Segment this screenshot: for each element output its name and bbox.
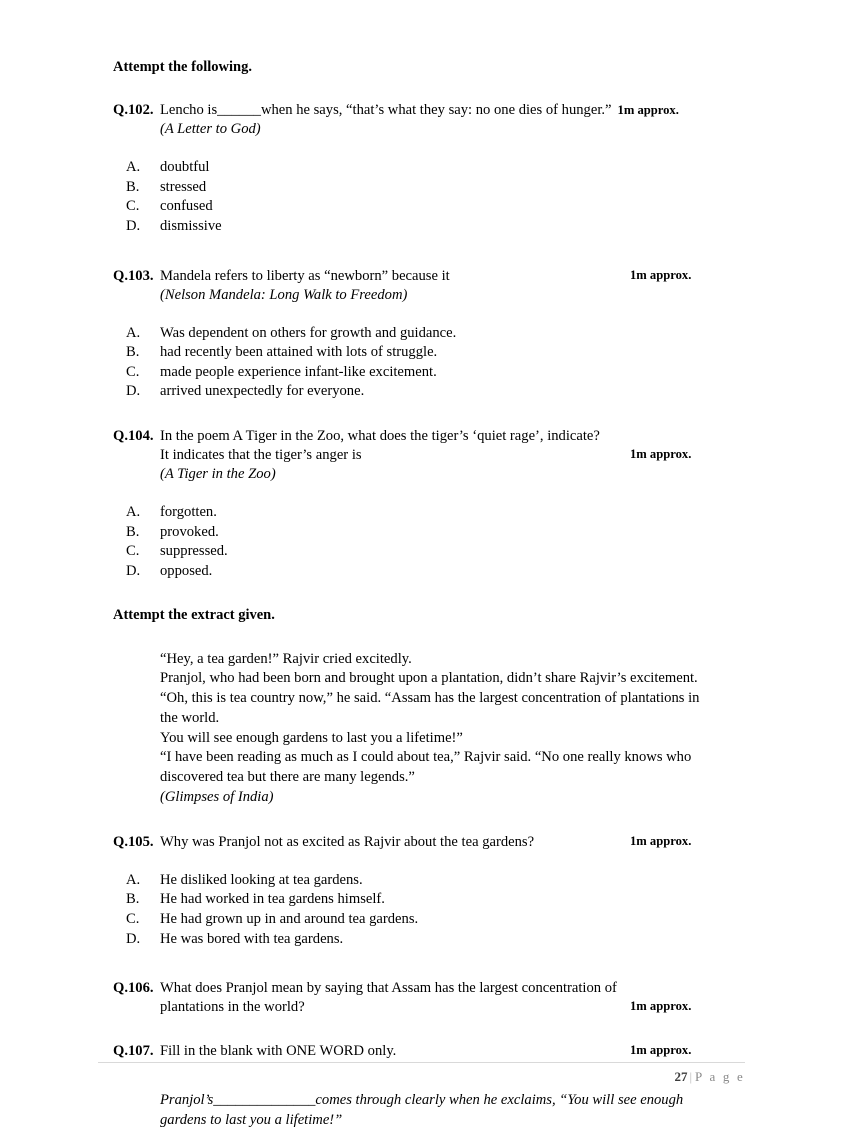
question-q103-source: (Nelson Mandela: Long Walk to Freedom) (160, 286, 408, 303)
question-q106-line (113, 979, 753, 998)
option-letter: A. (126, 324, 141, 341)
option-letter: C. (126, 910, 140, 927)
option-text: had recently been attained with lots of struggle. (160, 344, 438, 361)
question-q104-text: In the poem A Tiger in the Zoo, what does the tiger’s ‘quiet rage’, indicate? (160, 428, 600, 444)
option-q102-b[interactable] (113, 178, 753, 198)
extract-line: “Hey, a tea garden!” Rajvir cried excitedly. (160, 650, 412, 667)
option-q102-d[interactable] (113, 217, 753, 237)
options-q104 (113, 503, 753, 582)
option-letter: B. (126, 891, 140, 908)
question-q106-text: What does Pranjol mean by saying that Assam has the largest concentration of (160, 980, 617, 997)
heading-attempt-the-following: Attempt the following. (113, 59, 252, 75)
option-letter: B. (126, 344, 140, 361)
option-letter: C. (126, 543, 140, 560)
question-q106-marks: 1m approx. (630, 999, 692, 1014)
option-text: suppressed. (160, 543, 228, 560)
question-q107-label: Q.107. (113, 1043, 154, 1060)
option-q102-c[interactable] (113, 197, 753, 217)
extract-line: “I have been reading as much as I could about tea,” Rajvir said. “No one really knows who discovered tea but there are many legends.” (160, 749, 692, 786)
option-text: made people experience infant-like excitement. (160, 363, 437, 380)
question-q103-marks: 1m approx. (630, 267, 692, 282)
question-q102 (113, 101, 753, 139)
fill-blank-text-before: Pranjol’s (160, 1092, 214, 1109)
question-q107-text: Fill in the blank with ONE WORD only. (160, 1043, 397, 1060)
heading-attempt-the-extract: Attempt the extract given. (113, 607, 275, 624)
question-q106-text-line2: plantations in the world? (160, 999, 305, 1016)
option-text: stressed (160, 178, 207, 195)
options-q105 (113, 871, 753, 950)
option-text: arrived unexpectedly for everyone. (160, 383, 365, 400)
question-q107-line (113, 1042, 753, 1061)
extract-line: “Oh, this is tea country now,” he said. “Assam has the largest concentration of plantations in the world. (160, 690, 700, 726)
question-q104-source: (A Tiger in the Zoo) (160, 465, 276, 482)
option-text: doubtful (160, 159, 210, 176)
option-text: Was dependent on others for growth and guidance. (160, 324, 457, 341)
option-text: provoked. (160, 523, 219, 540)
question-q106-line2-row (113, 998, 753, 1017)
extract-source: (Glimpses of India) (160, 788, 274, 805)
option-q104-a[interactable] (113, 503, 753, 523)
option-letter: D. (126, 217, 141, 234)
option-letter: A. (126, 503, 141, 520)
option-q104-c[interactable] (113, 542, 753, 562)
option-text: confused (160, 198, 213, 215)
option-q102-a[interactable] (113, 158, 753, 178)
question-q102-source: (A Letter to God) (160, 121, 261, 138)
fill-blank-prompt-text (160, 1091, 715, 1131)
option-q103-d[interactable] (113, 382, 753, 402)
option-q105-b[interactable] (113, 890, 753, 910)
question-q106-label: Q.106. (113, 980, 154, 997)
question-q104 (113, 427, 753, 484)
question-q105 (113, 833, 753, 852)
option-letter: D. (126, 930, 141, 947)
option-text: dismissive (160, 217, 222, 234)
footer-page-word: P a g e (695, 1069, 745, 1084)
question-q102-line (113, 101, 753, 120)
option-letter: D. (126, 562, 141, 579)
fill-blank-prompt (160, 1091, 715, 1131)
option-q103-a[interactable] (113, 324, 753, 344)
option-letter: B. (126, 178, 140, 195)
fill-blank-underline: ______________ (213, 1092, 316, 1109)
option-text: forgotten. (160, 503, 217, 520)
page-content (113, 58, 753, 1131)
question-q104-label: Q.104. (113, 428, 154, 444)
option-text: He was bored with tea gardens. (160, 930, 344, 947)
question-q102-text-before-blank: Lencho is (160, 102, 218, 119)
option-q105-c[interactable] (113, 910, 753, 930)
question-q103-label: Q.103. (113, 267, 154, 284)
question-q104-marks: 1m approx. (630, 446, 692, 461)
option-q104-d[interactable] (113, 562, 753, 582)
fill-blank-text-after: comes through clearly when he exclaims, “You will see enough gardens to last you a lifetime!” (160, 1092, 684, 1128)
option-text: He had grown up in and around tea gardens. (160, 910, 419, 927)
question-q107 (113, 1042, 753, 1061)
question-q106 (113, 979, 753, 1017)
question-q104-line2-row (113, 446, 753, 465)
option-letter: C. (126, 363, 140, 380)
question-q105-marks: 1m approx. (630, 833, 692, 848)
question-q103-line (113, 267, 753, 286)
extract-passage (160, 650, 715, 808)
option-letter: B. (126, 523, 140, 540)
page-footer (98, 1062, 745, 1085)
question-q104-line (113, 427, 753, 446)
options-q103 (113, 324, 753, 403)
options-q102 (113, 158, 753, 237)
option-text: He disliked looking at tea gardens. (160, 871, 363, 888)
option-q105-a[interactable] (113, 871, 753, 891)
question-q102-blank: ______ (217, 102, 261, 119)
question-q105-text: Why was Pranjol not as excited as Rajvir about the tea gardens? (160, 833, 535, 850)
footer-separator: | (689, 1069, 693, 1084)
option-q103-c[interactable] (113, 363, 753, 383)
option-letter: A. (126, 871, 141, 888)
extract-line: Pranjol, who had been born and brought upon a plantation, didn’t share Rajvir’s excitement. (160, 670, 698, 687)
question-q104-text-line2: It indicates that the tiger’s anger is (160, 446, 362, 463)
option-letter: D. (126, 383, 141, 400)
footer-page-number: 27 (674, 1069, 688, 1084)
question-q105-line (113, 833, 753, 852)
option-letter: A. (126, 159, 141, 176)
option-letter: C. (126, 198, 140, 215)
question-q103 (113, 267, 753, 305)
extract-line: You will see enough gardens to last you a lifetime!” (160, 729, 463, 746)
question-q102-text-after-blank: when he says, “that’s what they say: no one dies of hunger.” (260, 102, 612, 119)
question-q102-text (160, 101, 753, 120)
question-q107-marks: 1m approx. (630, 1043, 692, 1058)
option-q103-b[interactable] (113, 343, 753, 363)
question-q105-label: Q.105. (113, 833, 154, 850)
option-q104-b[interactable] (113, 523, 753, 543)
question-q102-marks: 1m approx. (617, 103, 679, 118)
option-text: opposed. (160, 562, 213, 579)
question-q102-label: Q.102. (113, 102, 154, 119)
option-q105-d[interactable] (113, 930, 753, 950)
question-q103-text: Mandela refers to liberty as “newborn” because it (160, 267, 450, 284)
option-text: He had worked in tea gardens himself. (160, 891, 385, 908)
